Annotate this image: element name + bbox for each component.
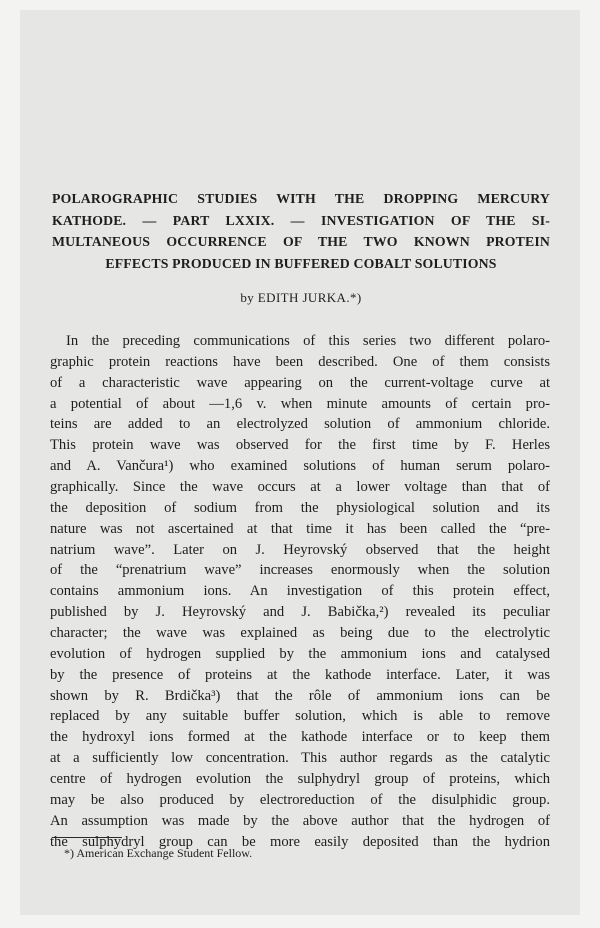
text-line: nature was not ascertained at that time it has been called the “pre- <box>50 520 550 537</box>
author-byline: by EDITH JURKA.*) <box>240 290 362 305</box>
text-line: natrium wave”. Later on J. Heyrovský observed that the height <box>50 541 550 558</box>
text-line: the hydroxyl ions formed at the kathode interface or to keep them <box>50 729 550 746</box>
title-line: KATHODE. — PART LXXIX. — INVESTIGATION OF THE SI- <box>52 212 550 228</box>
text-line: teins are added to an electrolyzed solution of ammonium chloride. <box>50 416 550 433</box>
text-line: graphic protein reactions have been described. One of them consists <box>50 353 550 370</box>
text-line: the deposition of sodium from the physiological solution and its <box>50 499 550 516</box>
text-line: replaced by any suitable buffer solution, which is able to remove <box>50 708 550 725</box>
text-line: An assumption was made by the above author that the hydrogen of <box>50 812 550 829</box>
text-line: by the presence of proteins at the kathode interface. Later, it was <box>50 666 550 683</box>
title-line: EFFECTS PRODUCED IN BUFFERED COBALT SOLUTIONS <box>105 255 497 271</box>
body-paragraph <box>50 331 550 852</box>
text-line: character; the wave was explained as being due to the electrolytic <box>50 625 550 642</box>
text-line: at a sufficiently low concentration. This author regards as the catalytic <box>50 750 550 767</box>
text-line: and A. Vančura¹) who examined solutions of human serum polaro- <box>50 458 550 475</box>
text-line: centre of hydrogen evolution the sulphydryl group of proteins, which <box>50 771 550 788</box>
text-line: shown by R. Brdička³) that the rôle of ammonium ions can be <box>50 687 550 704</box>
footnote-rule <box>52 837 122 838</box>
title-line: MULTANEOUS OCCURRENCE OF THE TWO KNOWN PROTEIN <box>52 234 550 249</box>
text-line: of a characteristic wave appearing on the current-voltage curve at <box>50 374 550 391</box>
text-line: a potential of about —1,6 v. when minute amounts of certain pro- <box>50 395 550 412</box>
article-title <box>52 188 550 274</box>
text-line: graphically. Since the wave occurs at a lower voltage than that of <box>50 479 550 496</box>
text-line: In the preceding communications of this series two different polaro- <box>66 333 550 349</box>
text-line: published by J. Heyrovský and J. Babička,²) revealed its peculiar <box>50 604 550 621</box>
text-line: of the “prenatrium wave” increases enormously when the solution <box>50 562 550 579</box>
text-line: contains ammonium ions. An investigation of this protein effect, <box>50 583 550 600</box>
title-line: POLAROGRAPHIC STUDIES WITH THE DROPPING MERCURY <box>52 191 550 206</box>
text-line: evolution of hydrogen supplied by the ammonium ions and catalysed <box>50 645 550 662</box>
text-line: the sulphydryl group can be more easily deposited than the hydrion <box>50 833 550 850</box>
text-line: This protein wave was observed for the first time by F. Herles <box>50 437 550 454</box>
text-line: may be also produced by electroreduction of the disulphidic group. <box>50 791 550 808</box>
footnote: *) American Exchange Student Fellow. <box>64 846 253 860</box>
